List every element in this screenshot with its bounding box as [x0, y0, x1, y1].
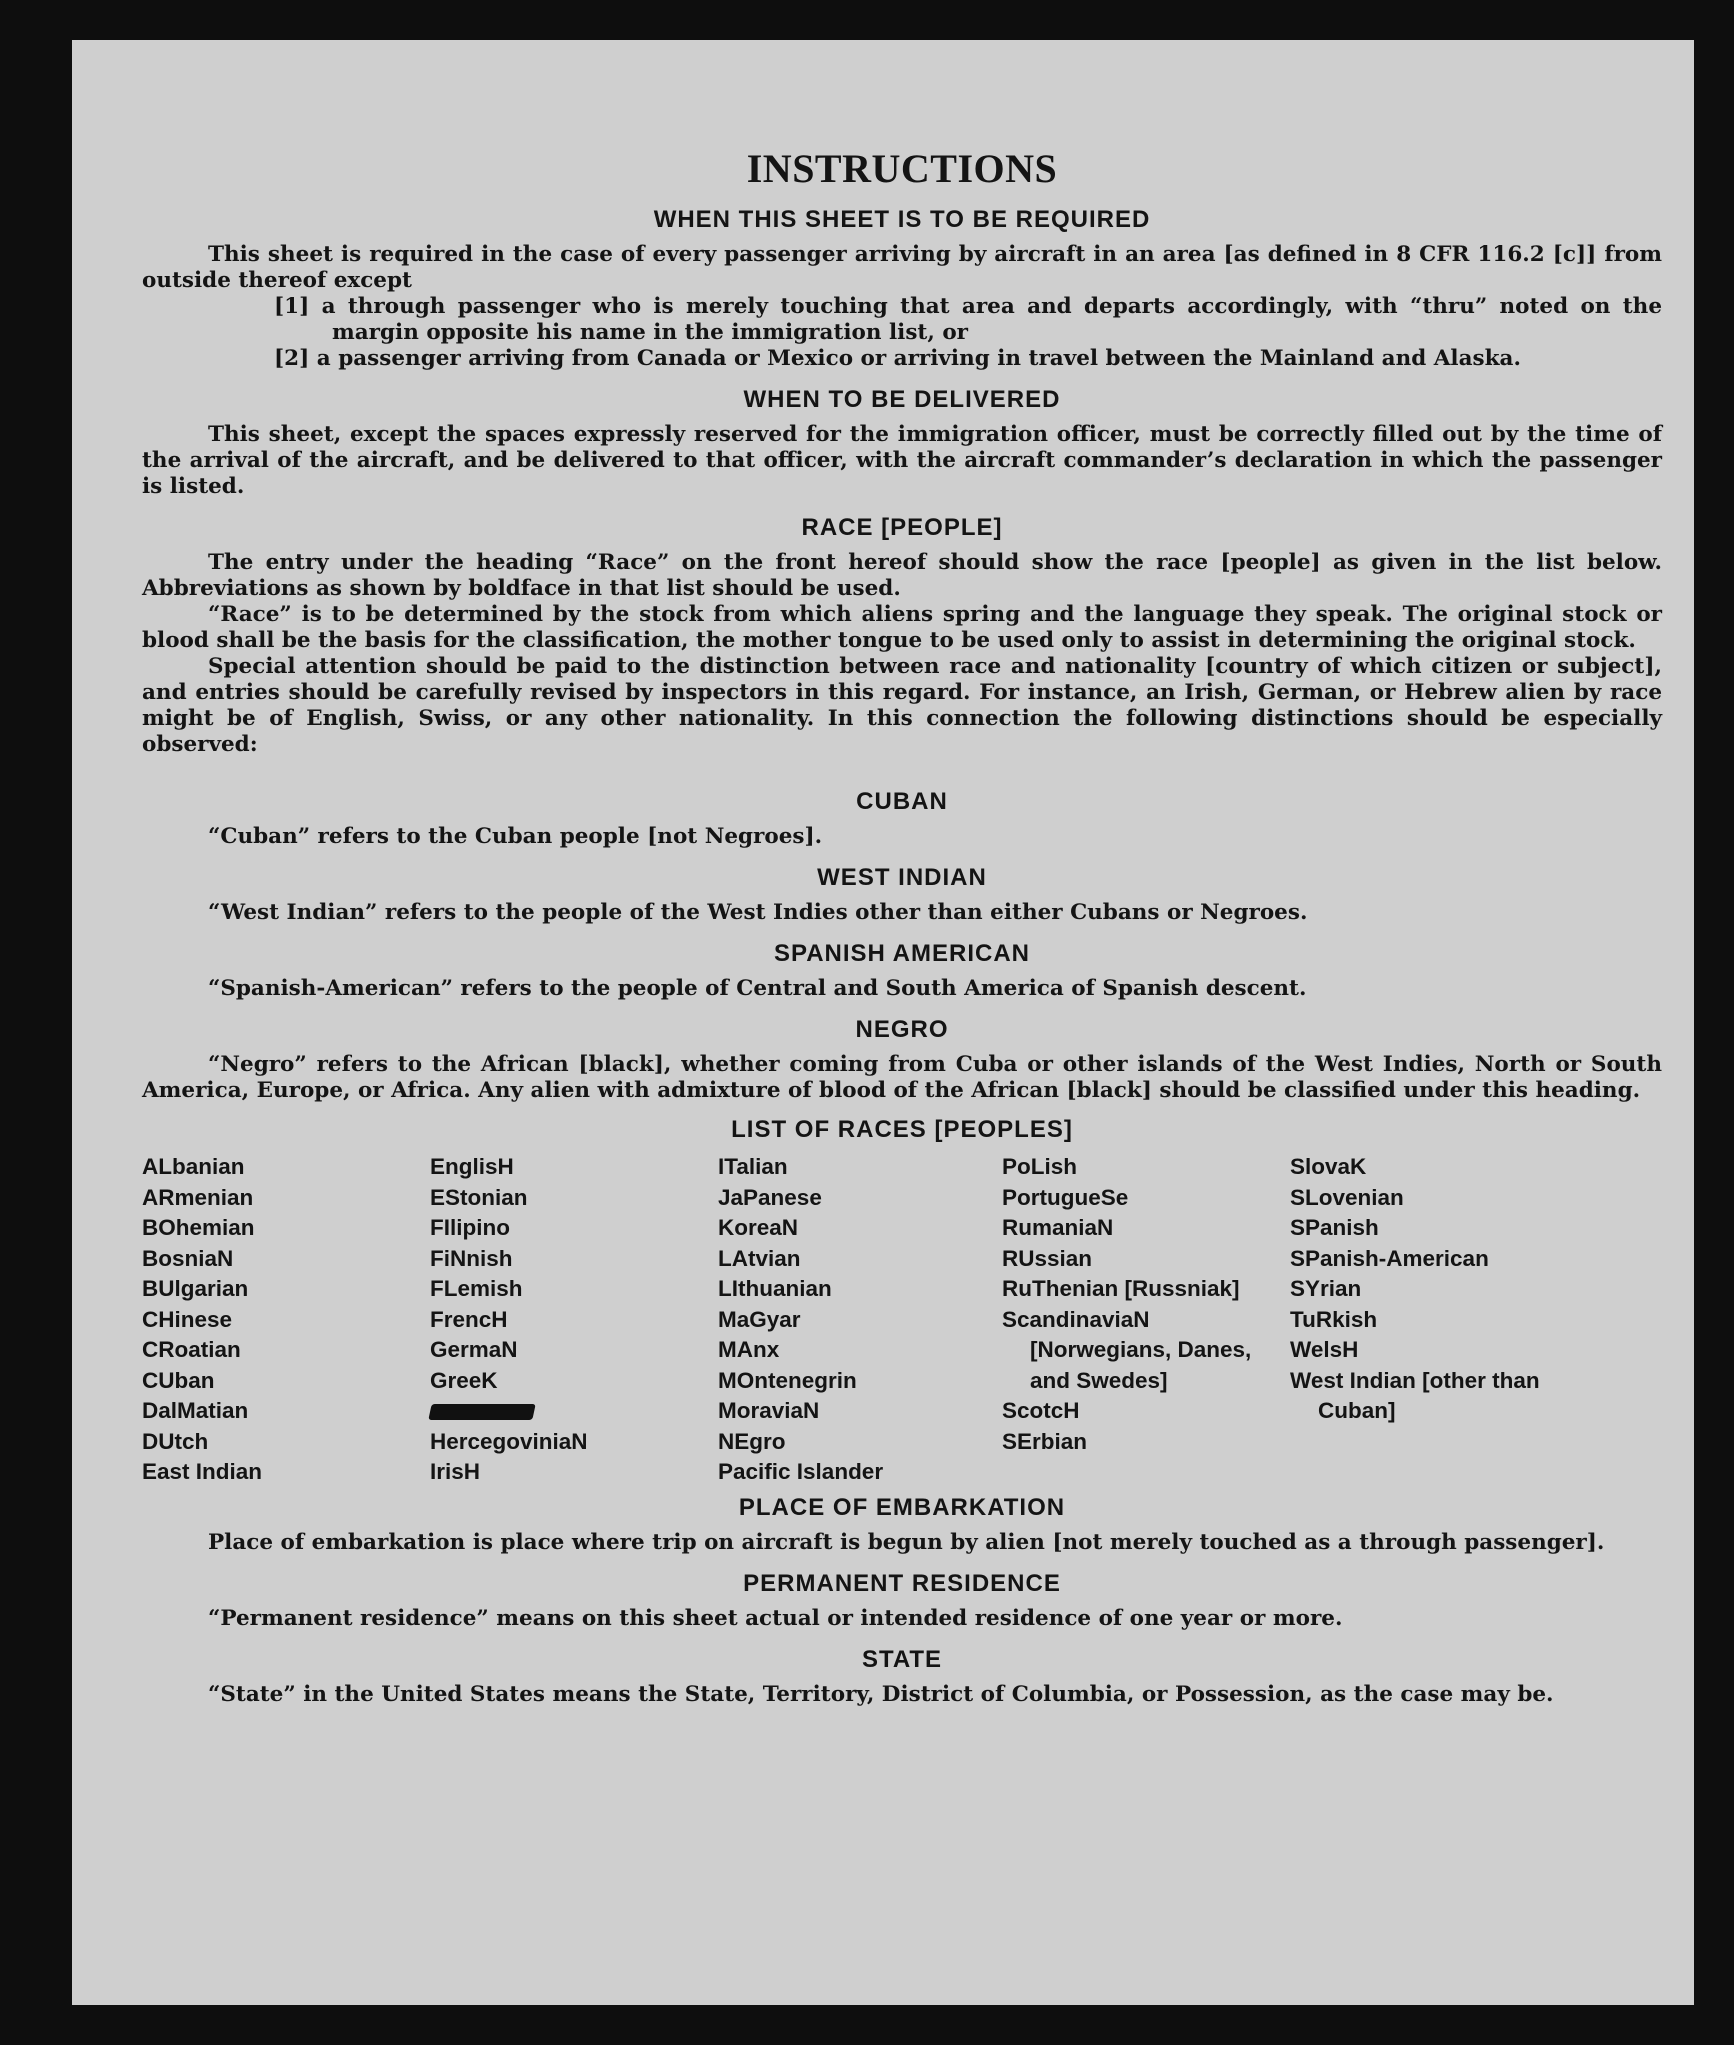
- race-item: ALbanian: [142, 1154, 245, 1179]
- race-item: PortugueSe: [1002, 1184, 1129, 1210]
- race-item: RuThenian [Russniak]: [1002, 1276, 1240, 1301]
- section-heading-spanish-american: SPANISH AMERICAN: [773, 940, 1030, 967]
- race-item: BOhemian: [142, 1215, 255, 1240]
- section-heading-required: WHEN THIS SHEET IS TO BE REQUIRED: [653, 206, 1151, 233]
- race-item: West Indian [other than Cuban]: [1290, 1367, 1540, 1423]
- race-item: East Indian: [142, 1459, 263, 1484]
- section-heading-cuban: CUBAN: [856, 788, 948, 815]
- race-item: MoraviaN: [718, 1398, 820, 1423]
- race-item: SPanish-American: [1290, 1245, 1489, 1271]
- race-column-5: [1290, 1152, 1560, 1488]
- race-paragraph-3: Special attention should be paid to the distinction between race and nationality [country of which citizen or subject], and entries should be carefully revised by inspectors in this regard. For instance, an Irish, German, or Hebrew alien by race might be of English, Swiss, or any other nationality. In this connection the following distinctions should be especially observed:: [142, 654, 1662, 757]
- race-item: BosniaN: [142, 1245, 234, 1271]
- race-item: EnglisH: [430, 1154, 514, 1179]
- residence-text: “Permanent residence” means on this sheet actual or intended residence of one year or more.: [208, 1605, 1343, 1631]
- race-item: SPanish: [1290, 1215, 1379, 1240]
- section-heading-west-indian: WEST INDIAN: [817, 864, 987, 891]
- race-item: BUlgarian: [142, 1276, 249, 1301]
- race-column-4: [1002, 1152, 1290, 1488]
- race-item: TuRkish: [1290, 1306, 1378, 1332]
- race-item: FiNnish: [430, 1245, 513, 1271]
- state-text: “State” in the United States means the State, Territory, District of Columbia, or Possession, as the case may be.: [208, 1681, 1554, 1707]
- race-item: FIlipino: [430, 1215, 510, 1240]
- race-item: MOntenegrin: [718, 1367, 857, 1393]
- race-item: SErbian: [1002, 1428, 1088, 1454]
- spanish-american-text: “Spanish-American” refers to the people of Central and South America of Spanish descent.: [208, 976, 1307, 1001]
- redacted-race-item: [430, 1396, 718, 1427]
- redaction-mark: [428, 1404, 535, 1420]
- race-paragraph-2: “Race” is to be determined by the stock from which aliens spring and the language they speak. The original stock or blood shall be the basis for the classification, the mother tongue to be used only to assist in determining the original stock.: [142, 602, 1662, 653]
- required-intro: This sheet is required in the case of every passenger arriving by aircraft in an area [as defined in 8 CFR 116.2 [c]] from outside thereof except: [142, 242, 1662, 293]
- race-item: CRoatian: [142, 1337, 241, 1362]
- race-item: SLovenian: [1290, 1184, 1404, 1210]
- race-item: Pacific Islander: [718, 1459, 884, 1484]
- race-paragraph-1: The entry under the heading “Race” on the front hereof should show the race [people] as given in the list below. Abbreviations as shown by boldface in that list should be used.: [142, 550, 1662, 601]
- section-heading-residence: PERMANENT RESIDENCE: [743, 1569, 1061, 1597]
- race-item: ARmenian: [142, 1184, 254, 1210]
- race-item: DUtch: [142, 1428, 209, 1454]
- race-item: DalMatian: [142, 1398, 249, 1423]
- race-item: CUban: [142, 1367, 215, 1393]
- race-item: MaGyar: [718, 1306, 801, 1332]
- race-item: RUssian: [1002, 1245, 1093, 1271]
- section-heading-race: RACE [PEOPLE]: [801, 514, 1003, 541]
- instructions-body: [142, 145, 1662, 1708]
- race-item: ITalian: [718, 1154, 788, 1179]
- race-item: EStonian: [430, 1184, 528, 1210]
- race-item: SlovaK: [1290, 1154, 1367, 1179]
- race-item: FLemish: [430, 1276, 523, 1301]
- section-heading-list-of-races: LIST OF RACES [PEOPLES]: [731, 1116, 1073, 1143]
- delivered-text: This sheet, except the spaces expressly reserved for the immigration officer, must be correctly filled out by the time of the arrival of the aircraft, and be delivered to that officer, with the aircraft commander’s declaration in which the passenger is listed.: [142, 422, 1662, 499]
- race-list: [142, 1152, 1662, 1488]
- embarkation-text: Place of embarkation is place where trip on aircraft is begun by alien [not merely touched as a through passenger].: [208, 1529, 1605, 1555]
- west-indian-text: “West Indian” refers to the people of the West Indies other than either Cubans or Negroes.: [208, 900, 1308, 925]
- race-item: LAtvian: [718, 1245, 801, 1271]
- race-item: ScotcH: [1002, 1398, 1080, 1423]
- race-column-2: [430, 1152, 718, 1488]
- page-title: INSTRUCTIONS: [746, 146, 1058, 191]
- race-item: GermaN: [430, 1337, 518, 1362]
- section-heading-negro: NEGRO: [855, 1016, 949, 1043]
- race-item: CHinese: [142, 1306, 233, 1332]
- race-item: SYrian: [1290, 1276, 1362, 1301]
- exception-item-2: [2] a passenger arriving from Canada or Mexico or arriving in travel between the Mainland and Alaska.: [274, 346, 1521, 371]
- race-item: RumaniaN: [1002, 1215, 1114, 1240]
- race-item: KoreaN: [718, 1215, 799, 1240]
- cuban-text: “Cuban” refers to the Cuban people [not Negroes].: [208, 824, 823, 849]
- race-item: ScandinaviaN [Norwegians, Danes, and Swedes]: [1002, 1306, 1252, 1393]
- race-item: PoLish: [1002, 1154, 1078, 1179]
- race-item: MAnx: [718, 1337, 780, 1362]
- race-item: FrencH: [430, 1306, 508, 1332]
- section-heading-state: STATE: [861, 1645, 943, 1673]
- section-heading-delivered: WHEN TO BE DELIVERED: [743, 386, 1061, 413]
- section-heading-embarkation: PLACE OF EMBARKATION: [738, 1493, 1066, 1521]
- race-item: WelsH: [1290, 1337, 1359, 1362]
- race-column-1: [142, 1152, 430, 1488]
- race-column-3: [718, 1152, 1002, 1488]
- race-item: LIthuanian: [718, 1276, 832, 1301]
- race-item: IrisH: [430, 1459, 481, 1484]
- race-item: GreeK: [430, 1367, 498, 1393]
- negro-text: “Negro” refers to the African [black], whether coming from Cuba or other islands of the West Indies, North or South America, Europe, or Africa. Any alien with admixture of blood of the African [black] should be classified under this heading.: [142, 1052, 1662, 1103]
- race-item: JaPanese: [718, 1184, 822, 1210]
- race-item: NEgro: [718, 1428, 786, 1454]
- race-item: HercegoviniaN: [430, 1428, 588, 1454]
- exception-item-1: [1] a through passenger who is merely touching that area and departs accordingly, with “thru” noted on the margin opposite his name in the immigration list, or: [274, 294, 1662, 345]
- exception-list: [274, 294, 1662, 372]
- document-page: [72, 40, 1694, 2005]
